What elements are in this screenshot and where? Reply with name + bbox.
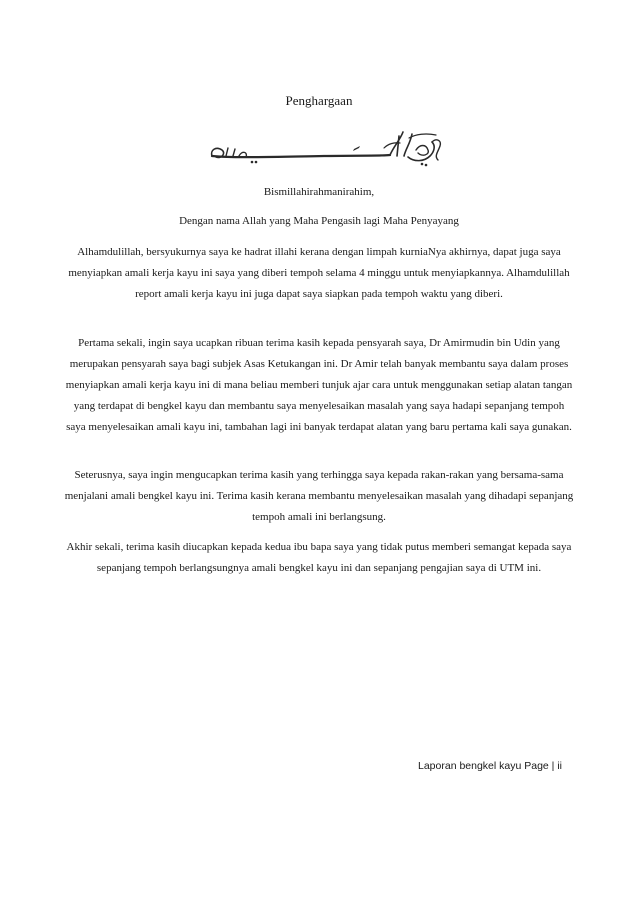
dedication-line: Dengan nama Allah yang Maha Pengasih lagi Maha Penyayang	[179, 215, 459, 227]
bismillah-calligraphy-icon	[204, 126, 446, 170]
paragraph-pertama: Pertama sekali, ingin saya ucapkan ribuan terima kasih kepada pensyarah saya, Dr Amirmudin bin Udin yang merupakan pensyarah saya bagi subjek Asas Ketukangan ini. Dr Amir telah banyak membantu saya dalam proses menyiapkan amali kerja kayu ini di mana beliau memberi tunjuk ajar cara untuk menggunakan setiap alatan tangan yang terdapat di bengkel kayu dan membantu saya menyelesaikan masalah yang saya hadapi sepanjang tempoh saya menyelesaikan amali kayu ini, tambahan lagi ini banyak terdapat alatan yang baru pertama kali saya gunakan.	[65, 337, 573, 433]
bismillah-text: Bismillahirahmanirahim,	[263, 186, 375, 198]
paragraph-akhir: Akhir sekali, terima kasih diucapkan kepada kedua ibu bapa saya yang tidak putus memberi semangat kepada saya sepanjang tempoh berlangsungnya amali bengkel kayu ini dan sepanjang pengajian saya di UTM ini.	[66, 541, 572, 574]
page-footer: Laporan bengkel kayu Page | ii	[418, 760, 562, 772]
page-title: Penghargaan	[285, 93, 353, 108]
paragraph-seterusnya: Seterusnya, saya ingin mengucapkan terima kasih yang terhingga saya kepada rakan-rakan yang bersama-sama menjalani amali bengkel kayu ini. Terima kasih kerana membantu menyelesaikan masalah yang dihadapi sepanjang tempoh amali ini berlangsung.	[64, 469, 574, 523]
paragraph-alhamdulillah: Alhamdulillah, bersyukurnya saya ke hadrat illahi kerana dengan limpah kurniaNya akhirnya, dapat juga saya menyiapkan amali kerja kayu ini saya yang diberi tempoh selama 4 minggu untuk menyiapkannya. Alhamdulillah report amali kerja kayu ini juga dapat saya siapkan pada tempoh waktu yang diberi.	[68, 246, 570, 300]
